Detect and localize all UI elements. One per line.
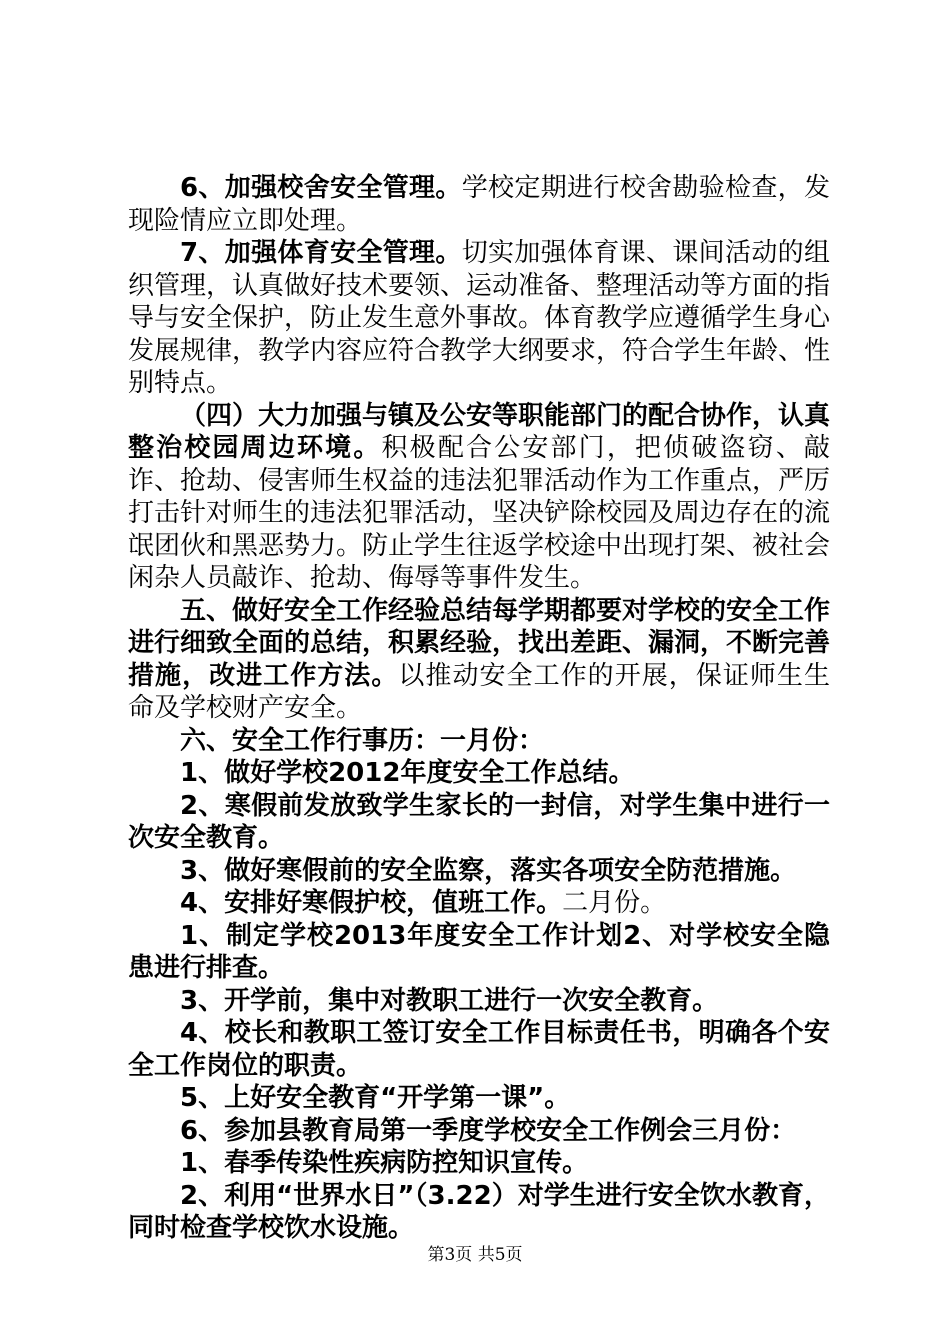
list-item-text: 4、校长和教职工签订安全工作目标责任书，明确各个安全工作岗位的职责。 [128,1018,830,1081]
paragraph-heading: 五、做好安全工作经验总结每学期都要对学校的安全工作进行细致全面的总结，积累经验，找出差距、漏洞，不断完善措施，改进工作方法。 [128,595,831,691]
paragraph-text: 学校定期进行校舍勘验检查，发现险情应立即处理。 [128,173,830,236]
list-item [128,1115,830,1148]
paragraph-text: 二月份。 [562,888,667,918]
list-item [128,757,830,790]
list-item-text: 6、参加县教育局第一季度学校安全工作例会三月份： [180,1115,797,1146]
list-item-text: 2、寒假前发放致学生家长的一封信，对学生集中进行一次安全教育。 [128,790,830,853]
list-item-text: 1、做好学校2012年度安全工作总结。 [180,758,635,788]
list-item-text: 3、开学前，集中对教职工进行一次安全教育。 [180,985,719,1016]
list-item-text: 4、安排好寒假护校，值班工作。 [180,888,563,918]
list-item [128,1180,830,1245]
list-item-text: 1、制定学校2013年度安全工作计划2、对学校安全隐患进行排查。 [128,920,830,983]
list-item-text: 2、利用“世界水日”（3.22）对学生进行安全饮水教育，同时检查学校饮水设施。 [128,1180,830,1243]
paragraph-text: 切实加强体育课、课间活动的组织管理，认真做好技术要领、运动准备、整理活动等方面的指导与安全保护，防止发生意外事故。体育教学应遵循学生身心发展规律，教学内容应符合教学大纲要求，符合学生年龄、性别特点。 [128,238,831,398]
paragraph-heading: 六、安全工作行事历：一月份： [180,725,545,756]
list-item-text: 1、春季传染性疾病防控知识宣传。 [180,1148,589,1178]
list-item [128,920,830,985]
list-item-text: 5、上好安全教育“开学第一课”。 [180,1083,571,1113]
paragraph-heading: 7、加强体育安全管理。 [180,238,462,268]
paragraph-text: 以推动安全工作的开展，保证师生生命及学校财产安全。 [128,660,830,723]
paragraph-section-5 [128,595,830,725]
paragraph-text: 积极配合公安部门，把侦破盗窃、敲诈、抢劫、侵害师生权益的违法犯罪活动作为工作重点，严厉打击针对师生的违法犯罪活动，坚决铲除校园及周边存在的流氓团伙和黑恶势力。防止学生往返学校途中出现打架、被社会闲杂人员敲诈、抢劫、侮辱等事件发生。 [128,433,831,593]
list-item [128,855,830,888]
list-item [128,1147,830,1180]
list-item [128,1082,830,1115]
paragraph-section-4 [128,400,830,595]
list-item-text: 3、做好寒假前的安全监察，落实各项安全防范措施。 [180,855,797,886]
paragraph-7 [128,237,830,400]
paragraph-6 [128,172,830,237]
page-number-footer: 第3页 共5页 [427,1245,523,1265]
paragraph-section-6 [128,725,830,758]
document-body [128,172,830,1245]
list-item [128,985,830,1018]
list-item [128,790,830,855]
paragraph-heading: 6、加强校舍安全管理。 [180,173,462,203]
paragraph-heading: （四）大力加强与镇及公安等职能部门的配合协作，认真整治校园周边环境。 [128,400,831,463]
list-item [128,887,830,920]
list-item [128,1017,830,1082]
